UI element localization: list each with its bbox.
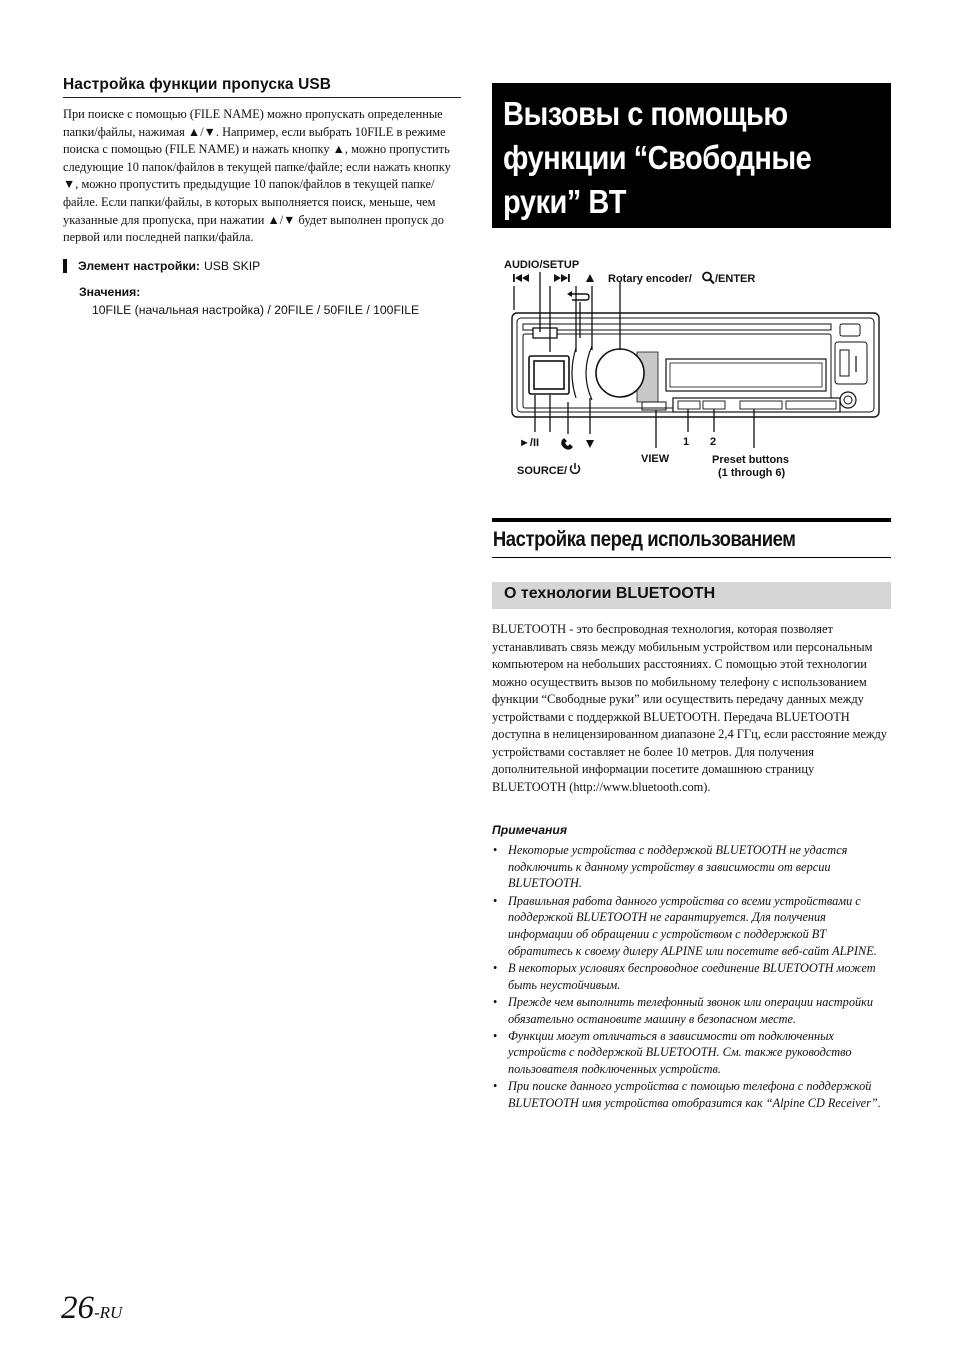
list-item: [492, 1078, 891, 1111]
phone-icon: [561, 438, 573, 450]
chapter-title-box: [492, 83, 891, 228]
page-language-suffix: -RU: [94, 1303, 123, 1322]
note-text: Функции могут отличаться в зависимости от подключенных устройств с поддержкой BLUETOOTH. См. также руководство пользователя подключенных устройств.: [508, 1028, 852, 1077]
setting-item-label: Элемент настройки:: [78, 258, 200, 273]
list-item: [492, 842, 891, 892]
bullet: •: [493, 1079, 498, 1094]
front-panel-diagram: [492, 252, 891, 484]
usb-skip-section: [63, 76, 461, 317]
page-number: [61, 1290, 122, 1327]
note-text: Правильная работа данного устройства со всеми устройствами с поддержкой BLUETOOTH не гарантируется. Для получения информации об обращении с устройством с поддержкой BT обратитесь к своему дилеру ALPINE или посетите веб-сайт ALPINE.: [508, 893, 877, 958]
return-icon: [567, 291, 589, 300]
front-panel-illustration: [492, 252, 891, 484]
page-number-value: 26: [61, 1290, 94, 1326]
bullet: •: [493, 893, 498, 908]
note-text: В некоторых условиях беспроводное соединение BLUETOOTH может быть неустойчивым.: [508, 960, 876, 992]
up-arrow-icon: [586, 274, 594, 282]
label-preset-1: 1: [683, 436, 690, 448]
notes-title: Примечания: [492, 823, 568, 837]
label-play-pause: ►/II: [519, 437, 540, 449]
label-preset-2: 2: [710, 436, 717, 448]
list-item: [492, 893, 891, 960]
label-audio-setup: AUDIO/SETUP: [504, 259, 580, 271]
setting-item-value: USB SKIP: [204, 258, 261, 273]
setting-marker: [63, 259, 67, 273]
label-source: SOURCE/: [517, 465, 568, 477]
list-item: [492, 960, 891, 993]
usb-skip-heading: Настройка функции пропуска USB: [63, 76, 461, 98]
chapter-title: Вызовы с помощью функции “Свободные руки” BT: [503, 95, 812, 220]
label-enter: /ENTER: [715, 273, 756, 285]
bt-description: BLUETOOTH - это беспроводная технология, которая позволяет устанавливать связь между мобильным устройством или персональным компьютером на небольших расстояниях. С помощью этой технологии можно осуществить вызов по мобильному телефону с использованием функции “Свободные руки” или осуществить передачу данных между устройствами с поддержкой BLUETOOTH. Передача BLUETOOTH доступна в нелицензированном диапазоне 2,4 ГГц, если расстояние между устройствами составляет не более 10 метров. Для получения дополнительной информации посетите домашнюю страницу BLUETOOTH (http://www.bluetooth.com).: [492, 622, 887, 794]
label-preset-buttons: Preset buttons: [712, 454, 790, 466]
note-text: При поиске данного устройства с помощью телефона с поддержкой BLUETOOTH имя устройства отобразится как “Alpine CD Receiver”.: [508, 1079, 881, 1111]
label-view: VIEW: [641, 453, 670, 465]
chapter-title-background: [492, 83, 891, 228]
note-text: Некоторые устройства с поддержкой BLUETOOTH не удастся подключить к данному устройству в зависимости от версии BLUETOOTH.: [508, 843, 848, 891]
power-icon: [571, 463, 580, 473]
next-track-icon: [554, 274, 570, 282]
label-rotary-encoder: Rotary encoder/: [608, 273, 692, 285]
setup-heading-text: Настройка перед использованием: [492, 528, 796, 551]
bullet: •: [493, 843, 498, 857]
label-preset-range: (1 through 6): [718, 467, 786, 479]
note-text: Прежде чем выполнить телефонный звонок или операции настройки обязательно остановите машину в безопасном месте.: [508, 994, 874, 1026]
prev-track-icon: [513, 274, 529, 282]
bullet: •: [493, 960, 498, 975]
source-button: [529, 356, 569, 394]
rotary-encoder-knob: [572, 346, 644, 400]
bullet: •: [493, 994, 498, 1009]
list-item: [492, 994, 891, 1027]
search-icon: [703, 273, 714, 284]
values-label: Значения:: [79, 284, 141, 299]
list-item: [492, 1028, 891, 1078]
usb-skip-body: При поиске с помощью (FILE NAME) можно пропускать определенные папки/файлы, нажимая ▲/▼. Например, если выбрать 10FILE в режиме поиска с помощью (FILE NAME) и нажать кнопку ▲, можно пропустить следующие 10 папок/файлов в текущей папке/файле; если нажать кнопку ▼, можно пропустить предыдущие 10 папок/файлов в текущей папке/файле. Если папки/файлы, в которых выполняется поиск, меньше, чем указанные для пропуска, при нажатии ▲/▼ будет выполнен пропуск до первой или последней папки/файла.: [63, 107, 451, 245]
preset-buttons-strip: [673, 398, 840, 412]
audio-setup-button: [533, 328, 557, 338]
values-list: 10FILE (начальная настройка) / 20FILE / 50FILE / 100FILE: [92, 302, 420, 317]
bt-subheading: О технологии BLUETOOTH: [504, 585, 716, 602]
setup-section-heading: [492, 518, 891, 558]
view-button: [642, 402, 666, 410]
setting-item-row: [63, 259, 461, 273]
notes-list: [492, 842, 891, 1112]
down-arrow-icon: [586, 440, 594, 448]
bt-subheading-box: [492, 582, 891, 609]
bullet: •: [493, 1028, 498, 1043]
